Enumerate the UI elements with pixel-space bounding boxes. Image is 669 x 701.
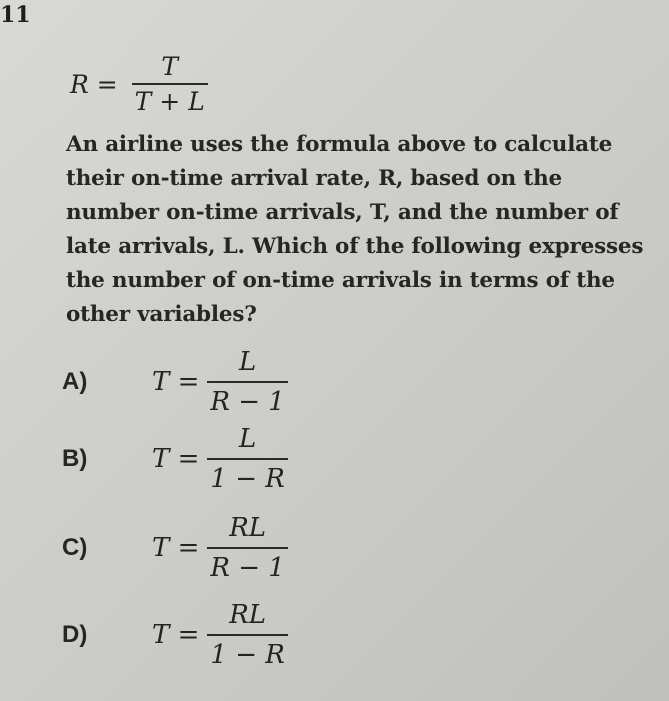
- choice-d-denominator: 1 − R: [210, 640, 285, 670]
- choice-a-denominator: R − 1: [210, 387, 285, 417]
- choice-a-lhs: T =: [152, 367, 200, 397]
- choice-c-letter: C): [62, 534, 88, 561]
- choice-a-letter: A): [62, 368, 88, 395]
- formula-numerator: T: [132, 52, 208, 85]
- choice-c-numerator: RL: [207, 513, 287, 549]
- choice-b-fraction: [207, 424, 287, 494]
- choice-c[interactable]: [62, 513, 382, 583]
- choice-c-expression: [152, 513, 288, 583]
- formula-denominator: T + L: [134, 87, 205, 116]
- question-text: An airline uses the formula above to calculate their on-time arrival rate, R, based on the number on-time arrivals, T, and the number of late arrivals, L. Which of the following expresses the number of on-time arrivals in terms of the other variables?: [66, 132, 644, 327]
- choice-c-fraction: [207, 513, 287, 583]
- choice-d-letter: D): [62, 621, 88, 648]
- question-number: 11: [0, 2, 31, 28]
- choice-d-lhs: T =: [152, 620, 200, 650]
- choice-a-expression: [152, 347, 288, 417]
- choice-d-numerator: RL: [207, 600, 287, 636]
- choice-b-expression: [152, 424, 288, 494]
- formula-fraction: [132, 52, 208, 116]
- choice-b-numerator: L: [207, 424, 287, 460]
- choice-d-expression: [152, 600, 288, 670]
- formula-lhs: R =: [70, 69, 118, 99]
- choice-c-lhs: T =: [152, 533, 200, 563]
- choice-d-fraction: [207, 600, 287, 670]
- choice-a[interactable]: [62, 347, 382, 417]
- choice-d[interactable]: [62, 600, 382, 670]
- choice-c-denominator: R − 1: [210, 553, 285, 583]
- choice-a-fraction: [207, 347, 287, 417]
- choice-b[interactable]: [62, 424, 382, 494]
- choice-b-lhs: T =: [152, 444, 200, 474]
- choice-b-denominator: 1 − R: [210, 464, 285, 494]
- choice-a-numerator: L: [207, 347, 287, 383]
- choice-b-letter: B): [62, 445, 88, 472]
- given-formula: [70, 52, 208, 126]
